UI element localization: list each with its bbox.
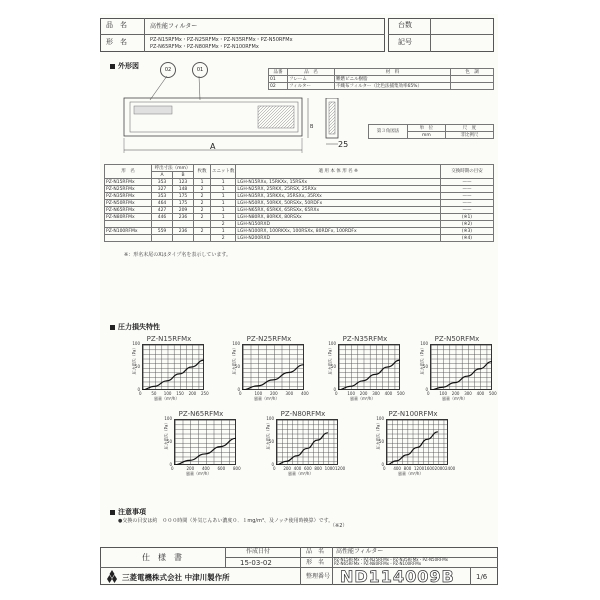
curve-point bbox=[467, 376, 468, 377]
curve-point bbox=[442, 387, 443, 388]
spec-cell: (※2) bbox=[441, 221, 494, 228]
dim-a-label: A bbox=[210, 142, 216, 151]
unit-table bbox=[368, 124, 494, 139]
y-tick-label: 50 bbox=[330, 364, 336, 369]
spec-row bbox=[105, 228, 494, 235]
spec-cell: 2 bbox=[194, 207, 211, 214]
chart-title: PZ-N35RFMx bbox=[342, 335, 388, 343]
spec-cell bbox=[152, 235, 173, 242]
x-tick-label: 0 bbox=[139, 391, 142, 396]
y-tick-label: 50 bbox=[134, 364, 140, 369]
footer-shiyousho: 仕 様 書 bbox=[142, 553, 182, 562]
chart-svg bbox=[276, 419, 338, 465]
spec-cell: PZ-N65RFMx bbox=[105, 207, 152, 214]
parts-table bbox=[268, 68, 494, 90]
spec-cell: 1 bbox=[211, 179, 236, 186]
footer-katamei-label: 形 名 bbox=[306, 559, 325, 566]
curve-point bbox=[220, 446, 221, 447]
y-tick-label: 0 bbox=[137, 387, 140, 392]
pressure-chart bbox=[130, 336, 212, 406]
curve-point bbox=[205, 454, 206, 455]
spec-row bbox=[105, 221, 494, 228]
y-tick-label: 100 bbox=[266, 416, 274, 421]
x-tick-label: 1200 bbox=[414, 466, 425, 471]
y-tick-label: 0 bbox=[169, 462, 172, 467]
pressure-loss-curve bbox=[386, 432, 438, 465]
x-tick-label: 2400 bbox=[445, 466, 456, 471]
pressure-chart bbox=[326, 336, 408, 406]
y-tick-label: 100 bbox=[376, 416, 384, 421]
curve-point bbox=[166, 380, 167, 381]
spec-cell: 1 bbox=[211, 207, 236, 214]
x-tick-label: 300 bbox=[285, 391, 294, 396]
scale-header: 尺 度 bbox=[445, 125, 493, 132]
footer-hinmei-label: 品 名 bbox=[306, 548, 325, 555]
footer-katamei-line-2: PZ-N65RFMx・PZ-N80RFMx・PZ-N100RFMx bbox=[334, 561, 422, 566]
spec-row bbox=[105, 235, 494, 242]
spec-cell: 1 bbox=[211, 193, 236, 200]
spec-cell: 446 bbox=[152, 214, 173, 221]
spec-row bbox=[105, 207, 494, 214]
x-tick-label: 300 bbox=[372, 391, 380, 396]
x-tick-label: 800 bbox=[233, 466, 241, 471]
chart-svg bbox=[430, 344, 492, 390]
x-tick-label: 0 bbox=[335, 391, 338, 396]
curve-point bbox=[154, 386, 155, 387]
curve-point bbox=[427, 439, 428, 440]
x-tick-label: 0 bbox=[427, 391, 430, 396]
x-tick-label: 300 bbox=[464, 391, 472, 396]
y-tick-label: 100 bbox=[420, 341, 428, 346]
curve-point bbox=[288, 372, 289, 373]
pressure-loss-curve bbox=[276, 433, 328, 465]
spec-cell bbox=[173, 235, 194, 242]
curve-point bbox=[257, 385, 258, 386]
curve-point bbox=[189, 460, 190, 461]
header-hinmei-label: 品 名 bbox=[106, 21, 127, 29]
x-tick-label: 1000 bbox=[324, 466, 335, 471]
y-tick-label: 0 bbox=[381, 462, 384, 467]
spec-cell: 2 bbox=[194, 214, 211, 221]
y-tick-label: 0 bbox=[333, 387, 336, 392]
spec-header-count: 枚数 bbox=[194, 165, 211, 179]
spec-cell: 464 bbox=[152, 200, 173, 207]
spec-cell: (※1) bbox=[441, 214, 494, 221]
x-axis-label: 風量（m³/h） bbox=[288, 471, 314, 476]
dim-25-label: 25 bbox=[338, 140, 349, 149]
curve-point bbox=[362, 380, 363, 381]
spec-cell: PZ-N35RFMx bbox=[105, 193, 152, 200]
y-tick-label: 100 bbox=[132, 341, 140, 346]
y-tick-label: 50 bbox=[166, 439, 172, 444]
filter-side-drawing bbox=[306, 98, 356, 154]
spec-cell: PZ-N50RFMx bbox=[105, 200, 152, 207]
spec-cell: 1 bbox=[211, 228, 236, 235]
y-axis-label: 圧力損失（Pa） bbox=[265, 420, 271, 450]
footer-page: 1/6 bbox=[476, 573, 488, 581]
x-tick-label: 500 bbox=[489, 391, 497, 396]
spec-cell: PZ-N100RFMx bbox=[105, 228, 152, 235]
x-tick-label: 400 bbox=[301, 391, 309, 396]
spec-cell: 2 bbox=[211, 221, 236, 228]
y-tick-label: 50 bbox=[422, 364, 428, 369]
y-axis-label: 圧力損失（Pa） bbox=[419, 345, 425, 375]
spec-row bbox=[105, 193, 494, 200]
parts-cell bbox=[451, 83, 494, 90]
x-tick-label: 250 bbox=[201, 391, 209, 396]
spec-cell bbox=[194, 235, 211, 242]
curve-point bbox=[396, 460, 397, 461]
spec-cell: LGH-N100RX, 100RKXx, 100RSXx, 80RDFx, 100RDFx bbox=[236, 228, 441, 235]
curve-point bbox=[417, 447, 418, 448]
spec-cell: LGH-N35RX, 35RKXx, 35RSXx, 35RXx bbox=[236, 193, 441, 200]
spec-note: ※：形名末尾のXはタイプ名を表示しています。 bbox=[124, 252, 231, 258]
spec-row bbox=[105, 186, 494, 193]
chart-svg bbox=[142, 344, 204, 390]
x-tick-label: 400 bbox=[293, 466, 302, 471]
spec-cell: (※3) bbox=[441, 228, 494, 235]
x-tick-label: 0 bbox=[171, 466, 174, 471]
spec-cell: 2 bbox=[194, 193, 211, 200]
footer-katamei-line-1: PZ-N15RFMx・PZ-N25RFMx・PZ-N35RFMx・PZ-N50RFMx bbox=[334, 557, 449, 562]
x-tick-label: 500 bbox=[397, 391, 405, 396]
spec-sheet bbox=[100, 14, 498, 586]
chart-title: PZ-N80RFMx bbox=[280, 410, 326, 418]
curve-point bbox=[296, 455, 297, 456]
parts-header-name: 品 名 bbox=[288, 69, 335, 76]
spec-cell: 2 bbox=[194, 228, 211, 235]
scale-value: 非比例尺 bbox=[445, 132, 493, 139]
spec-cell: 1 bbox=[211, 200, 236, 207]
pressure-chart bbox=[264, 411, 346, 481]
spec-cell bbox=[152, 221, 173, 228]
parts-header-color: 色 調 bbox=[451, 69, 494, 76]
spec-row bbox=[105, 214, 494, 221]
pressure-chart bbox=[230, 336, 312, 406]
footer-hinmei-value: 高性能フィルター bbox=[336, 548, 384, 555]
spec-header-applicable: 適 用 本 体 形 名 ※ bbox=[236, 165, 441, 179]
parts-cell: 02 bbox=[269, 83, 288, 90]
curve-point bbox=[327, 432, 328, 433]
spec-header-replacement: 交換時期の目安 bbox=[441, 165, 494, 179]
x-tick-label: 0 bbox=[383, 466, 386, 471]
outline-section-title: 外形図 bbox=[110, 61, 139, 71]
spec-cell: 559 bbox=[152, 228, 173, 235]
spec-cell: LGH-N15RXx, 15RKXx, 15RSXx bbox=[236, 179, 441, 186]
pressure-loss-curve bbox=[242, 365, 304, 390]
spec-cell: 2 bbox=[211, 235, 236, 242]
x-tick-label: 0 bbox=[273, 466, 276, 471]
x-axis-label: 風量（m³/h） bbox=[254, 396, 280, 401]
y-axis-label: 圧力損失（Pa） bbox=[327, 345, 333, 375]
chart-svg bbox=[242, 344, 304, 390]
parts-cell bbox=[451, 76, 494, 83]
y-tick-label: 0 bbox=[271, 462, 274, 467]
curve-point bbox=[375, 374, 376, 375]
parts-header-no: 品番 bbox=[269, 69, 288, 76]
chart-title: PZ-N100RFMx bbox=[388, 410, 438, 418]
spec-cell: 1 bbox=[211, 214, 236, 221]
spec-cell: —— bbox=[441, 193, 494, 200]
y-axis-label: 圧力損失（Pa） bbox=[131, 345, 137, 375]
pressure-chart bbox=[162, 411, 244, 481]
x-tick-label: 200 bbox=[451, 391, 460, 396]
header-katamei-line-1: PZ-N15RFMx・PZ-N25RFMx・PZ-N35RFMx・PZ-N50RFMx bbox=[150, 37, 293, 43]
spec-row bbox=[105, 179, 494, 186]
x-axis-label: 風量（m³/h） bbox=[442, 396, 468, 401]
spec-cell: —— bbox=[441, 179, 494, 186]
notes-ref: （※2） bbox=[330, 523, 348, 529]
curve-point bbox=[317, 440, 318, 441]
part-ref-01: 01 bbox=[192, 62, 208, 78]
x-tick-label: 200 bbox=[186, 466, 195, 471]
parts-cell: フィルター bbox=[288, 83, 335, 90]
curve-point bbox=[350, 386, 351, 387]
y-tick-label: 50 bbox=[234, 364, 240, 369]
spec-table bbox=[104, 164, 494, 242]
spec-cell: 209 bbox=[173, 207, 194, 214]
curve-point bbox=[307, 448, 308, 449]
spec-cell: LGH-N150RXD bbox=[236, 221, 441, 228]
footer-seiri-value: ND114009B bbox=[340, 567, 455, 586]
x-tick-label: 50 bbox=[151, 391, 157, 396]
spec-cell: 1 bbox=[211, 186, 236, 193]
x-tick-label: 200 bbox=[270, 391, 278, 396]
curve-point bbox=[479, 368, 480, 369]
spec-cell: 327 bbox=[152, 186, 173, 193]
curve-point bbox=[387, 367, 388, 368]
y-axis-label: 圧力損失（Pa） bbox=[163, 420, 169, 450]
spec-row bbox=[105, 200, 494, 207]
spec-subheader-b: B bbox=[173, 172, 194, 179]
x-tick-label: 600 bbox=[217, 466, 226, 471]
notes-section-title: 注意事項 bbox=[110, 507, 146, 517]
x-tick-label: 400 bbox=[393, 466, 401, 471]
chart-svg bbox=[386, 419, 448, 465]
x-tick-label: 100 bbox=[163, 391, 172, 396]
curve-point bbox=[286, 461, 287, 462]
curve-point bbox=[191, 367, 192, 368]
curve-point bbox=[406, 454, 407, 455]
spec-cell bbox=[194, 221, 211, 228]
chart-title: PZ-N15RFMx bbox=[146, 335, 192, 343]
header-hinmei-value: 高性能フィルター bbox=[150, 23, 198, 30]
projection-label: 第３角図法 bbox=[369, 125, 408, 139]
x-tick-label: 800 bbox=[314, 466, 322, 471]
spec-cell: LGH-N50RX, 50RKX, 50RSXx, 50RDFx bbox=[236, 200, 441, 207]
x-tick-label: 1200 bbox=[335, 466, 346, 471]
spec-cell: 2 bbox=[194, 200, 211, 207]
x-tick-label: 100 bbox=[254, 391, 263, 396]
spec-cell: 353 bbox=[152, 179, 173, 186]
y-tick-label: 100 bbox=[328, 341, 336, 346]
spec-cell: (※4) bbox=[441, 235, 494, 242]
spec-cell: 123 bbox=[173, 179, 194, 186]
y-tick-label: 100 bbox=[232, 341, 240, 346]
pressure-chart bbox=[418, 336, 500, 406]
x-tick-label: 200 bbox=[283, 466, 291, 471]
spec-cell: —— bbox=[441, 186, 494, 193]
spec-cell: 2 bbox=[194, 186, 211, 193]
spec-cell: 175 bbox=[173, 193, 194, 200]
curve-point bbox=[437, 431, 438, 432]
y-axis-label: 圧力損失（Pa） bbox=[231, 345, 237, 375]
x-tick-label: 400 bbox=[476, 391, 485, 396]
header-katamei-line-2: PZ-N65RFMx・PZ-N80RFMx・PZ-N100RFMx bbox=[150, 44, 259, 50]
footer-date-label: 作成日付 bbox=[246, 548, 271, 555]
x-axis-label: 風量（m³/h） bbox=[154, 396, 180, 401]
parts-cell: 01 bbox=[269, 76, 288, 83]
spec-cell bbox=[173, 221, 194, 228]
spec-header-units: ユニット数 bbox=[211, 165, 236, 179]
y-tick-label: 50 bbox=[268, 439, 274, 444]
x-tick-label: 1600 bbox=[424, 466, 435, 471]
y-tick-label: 100 bbox=[164, 416, 172, 421]
x-axis-label: 風量（m³/h） bbox=[350, 396, 376, 401]
spec-header-model: 形 名 bbox=[105, 165, 152, 179]
x-tick-label: 100 bbox=[347, 391, 356, 396]
pressure-loss-curve bbox=[338, 360, 400, 390]
x-tick-label: 400 bbox=[384, 391, 393, 396]
x-tick-label: 150 bbox=[176, 391, 184, 396]
spec-cell: —— bbox=[441, 207, 494, 214]
spec-table-body bbox=[105, 179, 494, 242]
spec-cell: LGH-N65RX, 65RKX, 65RSXx, 65RXx bbox=[236, 207, 441, 214]
curve-point bbox=[454, 382, 455, 383]
spec-cell: LGH-N80RX, 80RKX, 80RSXx bbox=[236, 214, 441, 221]
spec-cell bbox=[105, 235, 152, 242]
parts-cell: 難燃ピニル樹脂 bbox=[335, 76, 451, 83]
x-tick-label: 800 bbox=[403, 466, 412, 471]
x-tick-label: 600 bbox=[304, 466, 312, 471]
spec-cell bbox=[105, 221, 152, 228]
x-tick-label: 200 bbox=[188, 391, 197, 396]
dim-b-label: B bbox=[310, 124, 314, 130]
spec-cell: 353 bbox=[152, 193, 173, 200]
y-tick-label: 0 bbox=[425, 387, 428, 392]
x-tick-label: 200 bbox=[359, 391, 368, 396]
spec-cell: 148 bbox=[173, 186, 194, 193]
x-tick-label: 400 bbox=[202, 466, 210, 471]
parts-cell: 不織布フィルター（比色法捕集効率65%） bbox=[335, 83, 451, 90]
x-tick-label: 0 bbox=[239, 391, 242, 396]
x-axis-label: 風量（m³/h） bbox=[186, 471, 212, 476]
spec-cell: 236 bbox=[173, 228, 194, 235]
chart-title: PZ-N50RFMx bbox=[434, 335, 480, 343]
mitsubishi-logo-icon bbox=[104, 570, 120, 584]
pressure-section-title: 圧力損失特性 bbox=[110, 322, 160, 332]
spec-cell: —— bbox=[441, 200, 494, 207]
y-axis-label: 圧力損失（Pa） bbox=[375, 420, 381, 450]
footer-seiri-label: 整理番号 bbox=[306, 573, 331, 580]
spec-cell: PZ-N15RFMx bbox=[105, 179, 152, 186]
x-axis-label: 風量（m³/h） bbox=[398, 471, 424, 476]
chart-title: PZ-N25RFMx bbox=[246, 335, 292, 343]
daisu-label: 台数 bbox=[398, 21, 412, 29]
spec-cell: 1 bbox=[194, 179, 211, 186]
curve-point bbox=[179, 374, 180, 375]
y-tick-label: 50 bbox=[378, 439, 384, 444]
pressure-chart bbox=[374, 411, 456, 481]
parts-cell: フレーム bbox=[288, 76, 335, 83]
curve-point bbox=[273, 379, 274, 380]
spec-cell: PZ-N80RFMx bbox=[105, 214, 152, 221]
part-ref-02: 02 bbox=[160, 62, 176, 78]
spec-cell: LGH-N25RX, 25RKX, 25RSX, 25RXx bbox=[236, 186, 441, 193]
spec-cell: 427 bbox=[152, 207, 173, 214]
footer-date-value: 15-03-02 bbox=[240, 559, 272, 567]
x-tick-label: 2000 bbox=[434, 466, 445, 471]
spec-header-dim: 呼出寸法（mm） bbox=[152, 165, 194, 172]
footer-company: 三菱電機株式会社 中津川製作所 bbox=[122, 573, 230, 582]
spec-cell: PZ-N25RFMx bbox=[105, 186, 152, 193]
kigo-label: 記号 bbox=[398, 38, 412, 46]
unit-header: 単 位 bbox=[408, 125, 446, 132]
spec-cell: 236 bbox=[173, 214, 194, 221]
x-tick-label: 100 bbox=[439, 391, 448, 396]
pressure-loss-curve bbox=[142, 360, 204, 390]
chart-title: PZ-N65RFMx bbox=[178, 410, 224, 418]
parts-header-material: 材 料 bbox=[335, 69, 451, 76]
chart-svg bbox=[174, 419, 236, 465]
unit-value: mm bbox=[408, 132, 446, 139]
pressure-loss-curve bbox=[430, 361, 492, 390]
chart-svg bbox=[338, 344, 400, 390]
spec-subheader-a: A bbox=[152, 172, 173, 179]
y-tick-label: 0 bbox=[237, 387, 240, 392]
notes-item-1: ●交換の目安は約 ０００時間（外気じんあい濃度０．１mg/m³、及ノッチ使用時換算）です。 bbox=[118, 518, 334, 524]
header-katamei-label: 形 名 bbox=[106, 38, 127, 46]
spec-cell: LGH-N200RXD bbox=[236, 235, 441, 242]
spec-cell: 175 bbox=[173, 200, 194, 207]
pressure-loss-curve bbox=[174, 438, 236, 465]
